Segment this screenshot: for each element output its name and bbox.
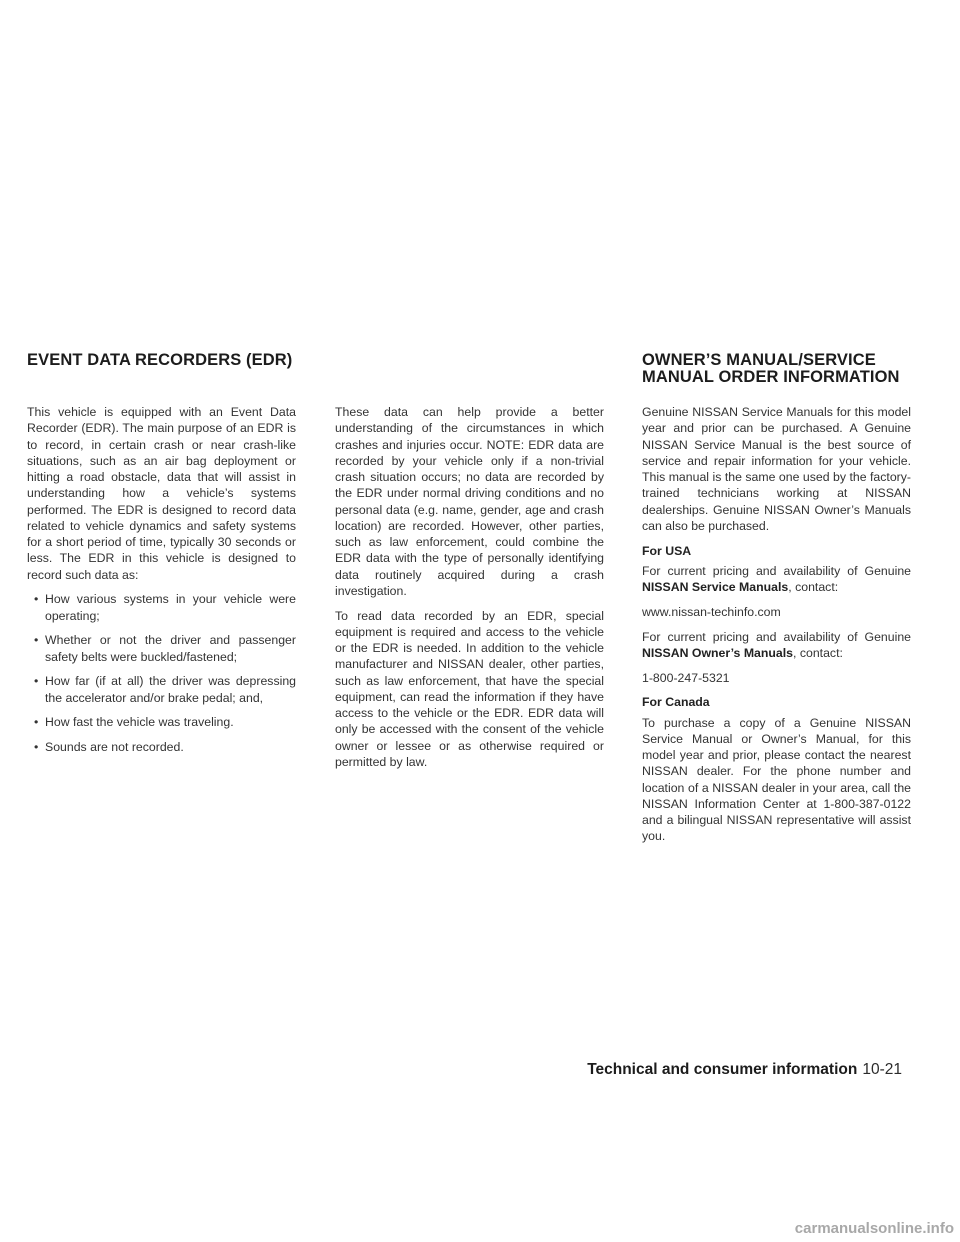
nissan-owners-manuals-label: NISSAN Owner’s Manuals — [642, 645, 794, 660]
list-item: • How far (if at all) the driver was depressing the accelerator and/or brake pedal; and, — [27, 673, 296, 706]
edr-recorded-data-list — [27, 591, 296, 755]
usa-owners-text: For current pricing and availability of Genuine — [642, 629, 911, 644]
page-number: 10-21 — [862, 1061, 902, 1078]
edr-intro-paragraph: This vehicle is equipped with an Event Data Recorder (EDR). The main purpose of an EDR is to record, in certain crash or near crash-like situations, such as an air bag deployment or hitting a road obstacle, data that will assist in understanding how a vehicle’s systems performed. The EDR is designed to record data related to vehicle dynamics and safety systems for a short period of time, typically 30 seconds or less. The EDR in this vehicle is designed to record such data as: — [27, 405, 296, 582]
service-manuals-paragraph: Genuine NISSAN Service Manuals for this model year and prior can be purchased. A Genuine NISSAN Service Manual is the best source of service and repair information for your vehicle. This manual is the same one used by the factory-trained technicians working at NISSAN dealerships. Genuine NISSAN Owner’s Manuals can also be purchased. — [642, 405, 911, 533]
edr-data-access-paragraph: To read data recorded by an EDR, special equipment is required and access to the vehicle or the EDR is needed. In addition to the vehicle manufacturer and NISSAN dealer, other parties, such as law enforcement, that have the special equipment, can read the information if they have access to the vehicle or the EDR. EDR data will only be accessed with the consent of the vehicle owner or lessee or as otherwise required or permitted by law. — [335, 608, 604, 769]
page-footer — [587, 1061, 902, 1079]
watermark: carmanualsonline.info — [794, 1220, 954, 1237]
canada-subheading: For Canada — [642, 695, 710, 710]
edr-data-usage-paragraph: These data can help provide a better understanding of the circumstances in which crashes and injuries occur. NOTE: EDR data are recorded by your vehicle only if a non-trivial crash situation occurs; no data are recorded by the EDR under normal driving conditions and no personal data (e.g. name, gender, age and crash location) are recorded. However, other parties, such as law enforcement, could combine the EDR data with the type of personally identifying data routinely acquired during a crash investigation. — [335, 405, 604, 598]
edr-heading: EVENT DATA RECORDERS (EDR) — [27, 351, 293, 369]
edr-column-2 — [335, 404, 604, 779]
manual-order-heading-line2: MANUAL ORDER INFORMATION — [642, 368, 900, 386]
usa-service-contact: , contact: — [788, 580, 839, 594]
usa-service-manuals-paragraph — [642, 563, 911, 596]
list-item: • Sounds are not recorded. — [27, 739, 296, 755]
nissan-service-manuals-label: NISSAN Service Manuals — [642, 580, 789, 594]
canada-paragraph: To purchase a copy of a Genuine NISSAN Service Manual or Owner’s Manual, for this model year and prior, please contact the nearest NISSAN dealer. For the phone number and location of a NISSAN dealer in your area, call the NISSAN Information Center at 1-800-387-0122 and a bilingual NISSAN representative will assist you. — [642, 715, 911, 844]
manual-order-heading — [642, 352, 900, 386]
footer-section-title: Technical and consumer information — [587, 1061, 858, 1078]
list-item: • Whether or not the driver and passenger safety belts were buckled/fastened; — [27, 632, 296, 665]
manual-order-heading-line1: OWNER’S MANUAL/SERVICE — [642, 351, 876, 369]
list-item: • How fast the vehicle was traveling. — [27, 714, 296, 730]
list-item: • How various systems in your vehicle were operating; — [27, 591, 296, 624]
edr-column-1 — [27, 404, 296, 764]
usa-owners-contact: , contact: — [793, 645, 843, 660]
manual-order-column — [642, 404, 911, 853]
usa-service-text: For current pricing and availability of Genuine — [642, 563, 911, 578]
techinfo-website[interactable]: www.nissan-techinfo.com — [642, 604, 781, 619]
usa-owners-manuals-paragraph — [642, 629, 911, 662]
usa-phone-number: 1-800-247-5321 — [642, 670, 730, 685]
usa-subheading: For USA — [642, 543, 692, 558]
